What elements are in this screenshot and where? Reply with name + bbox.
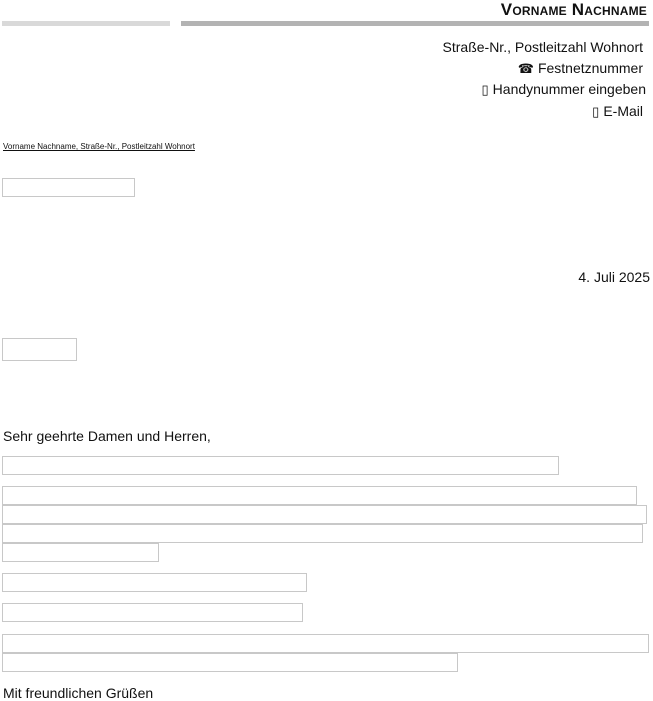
phone-text: Festnetznummer (537, 60, 643, 76)
email-text: E-Mail (603, 103, 643, 119)
body-field[interactable] (2, 573, 307, 592)
sender-mobile (482, 80, 646, 99)
header-bar-right (181, 21, 649, 26)
body-field[interactable] (2, 634, 649, 653)
body-field[interactable] (2, 486, 637, 505)
body-field[interactable] (2, 505, 647, 524)
body-field[interactable] (2, 524, 643, 543)
salutation: Sehr geehrte Damen und Herren, (3, 428, 211, 444)
email-icon: ▯ (592, 104, 600, 119)
body-field[interactable] (2, 456, 559, 475)
sender-address (443, 38, 643, 56)
sender-name: Vorname Nachname (500, 0, 647, 19)
closing-phrase: Mit freundlichen Grüßen (3, 685, 154, 701)
address-text: Straße-Nr., Postleitzahl Wohnort (442, 39, 643, 55)
body-field[interactable] (2, 543, 159, 562)
body-field[interactable] (2, 653, 458, 672)
sender-email (592, 102, 643, 121)
mobile-text: Handynummer eingeben (492, 81, 646, 97)
telephone-icon: ☎ (517, 61, 534, 76)
body-field[interactable] (2, 603, 303, 622)
recipient-field[interactable] (2, 178, 135, 197)
sender-phone (518, 59, 643, 78)
header-bar-left (2, 21, 170, 26)
subject-field[interactable] (2, 338, 77, 361)
letter-date: 4. Juli 2025 (578, 269, 650, 285)
mobile-phone-icon: ▯ (481, 82, 489, 97)
return-address-line: Vorname Nachname, Straße-Nr., Postleitzahl Wohnort (3, 142, 195, 151)
